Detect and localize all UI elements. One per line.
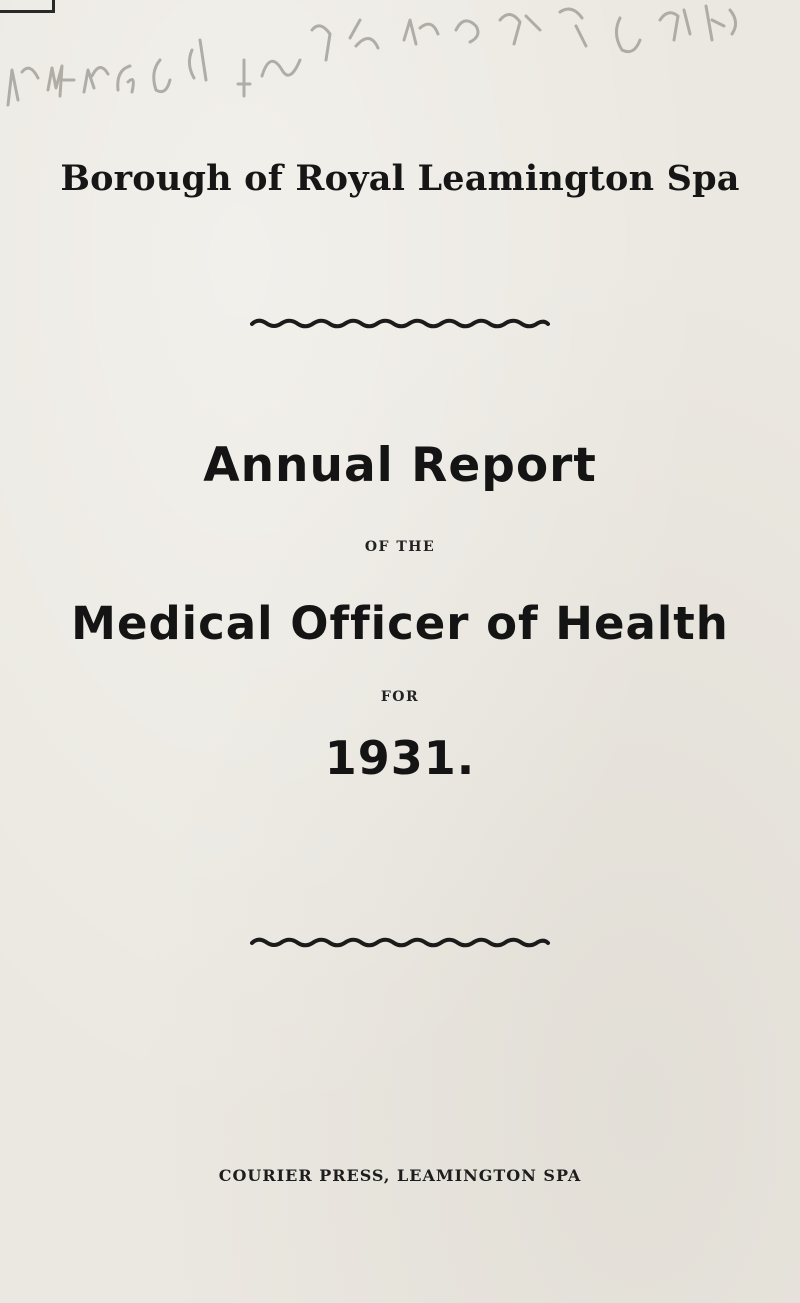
report-title: Annual Report [203, 438, 597, 493]
bottom-ornamental-rule [0, 936, 800, 950]
report-year: 1931. [324, 731, 476, 785]
top-ornamental-rule [0, 317, 800, 331]
for-label: FOR [380, 689, 420, 705]
of-the-label: OF THE [364, 539, 436, 555]
report-subject: Medical Officer of Health [71, 597, 729, 650]
printer-imprint: COURIER PRESS, LEAMINGTON SPA [218, 1166, 582, 1185]
handwritten-catalogue-note [0, 0, 800, 120]
borough-heading: Borough of Royal Leamington Spa [60, 158, 740, 199]
